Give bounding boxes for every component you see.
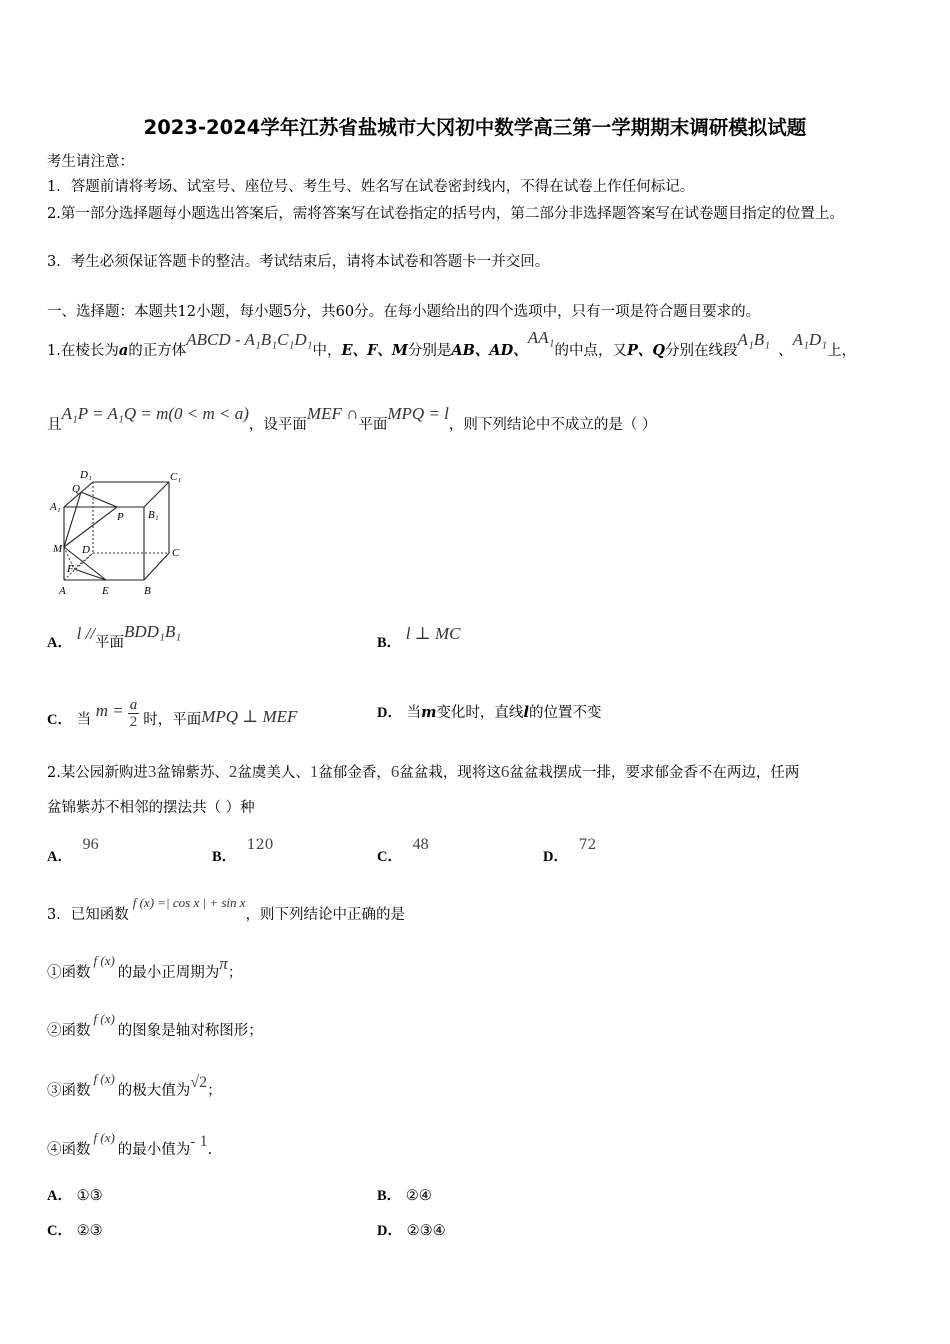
q1-text: 分别在线段 xyxy=(665,343,738,359)
label-F: F xyxy=(67,563,74,575)
q2-text: 2.某公园新购进 xyxy=(47,765,148,781)
option-text: 变化时，直线 xyxy=(436,705,524,721)
q3-item-2 xyxy=(47,1011,263,1041)
q3-fx: f (x) xyxy=(93,1130,115,1145)
q2-number: 3 xyxy=(147,762,157,781)
option-label: B． xyxy=(212,849,237,865)
q3-option-a[interactable] xyxy=(47,1186,103,1206)
notice-header: 考生请注意： xyxy=(47,154,134,170)
q1-text: 的正方体 xyxy=(128,343,187,359)
notice-item-1: 1．答题前请将考场、试室号、座位号、考生号、姓名写在试卷密封线内，不得在试卷上作任何标记。 xyxy=(47,179,695,195)
option-value: 72 xyxy=(578,837,597,853)
q3-item-text: ①函数 xyxy=(47,965,91,981)
option-label: C． xyxy=(47,1223,72,1239)
q3-item-text: 的图象是轴对称图形； xyxy=(117,1023,263,1039)
label-A: A xyxy=(59,585,66,597)
q1-plane-mef: MEF ∩ xyxy=(306,404,359,423)
q3-function: f (x) =| cos x | + sin x xyxy=(132,895,246,910)
option-value: ②③④ xyxy=(406,1223,446,1239)
option-label: D． xyxy=(377,705,402,721)
q3-item-math: π xyxy=(219,954,228,973)
fraction xyxy=(128,697,140,731)
q3-item-text: 的极大值为 xyxy=(117,1083,191,1099)
option-math: l ⊥ MC xyxy=(405,624,461,643)
option-text: 的位置不变 xyxy=(528,705,602,721)
q3-item-math: √2 xyxy=(190,1074,208,1091)
q1-edge-a1d1: A₁D₁ xyxy=(792,330,828,349)
label-C: C xyxy=(172,547,180,559)
q3-item-1 xyxy=(47,953,243,983)
q1-text: 、 xyxy=(778,343,793,359)
q1-text: 分别是 xyxy=(407,343,452,359)
q3-text: ，则下列结论中正确的是 xyxy=(245,907,406,923)
q2-text: 盆盆栽摆成一排，要求郁金香不在两边，任两 xyxy=(509,765,800,781)
q3-item-text: 的最小值为 xyxy=(117,1142,191,1158)
q3-item-text: ③函数 xyxy=(47,1083,91,1099)
q1-option-d[interactable] xyxy=(377,703,601,723)
q1-text: 1.在棱长为 xyxy=(47,343,119,359)
option-label: B． xyxy=(377,635,402,651)
q3-option-b[interactable] xyxy=(377,1186,432,1206)
option-label: A． xyxy=(47,849,72,865)
q3-item-text: . xyxy=(207,1142,213,1158)
q2-text: 盆盆栽，现将这 xyxy=(399,765,501,781)
q3-fx: f (x) xyxy=(93,1011,115,1026)
q1-text: ，则下列结论中不成立的是（ ） xyxy=(448,417,657,433)
q1-text: ，设平面 xyxy=(248,417,307,433)
option-label: D． xyxy=(377,1223,402,1239)
option-label: A． xyxy=(47,1188,72,1204)
q2-stem-line2: 盆锦紫苏不相邻的摆法共（ ）种 xyxy=(47,800,255,816)
q1-stem-line2 xyxy=(47,404,657,435)
label-D: D xyxy=(82,544,90,556)
q1-stem-line1 xyxy=(47,328,857,361)
option-label: C． xyxy=(47,712,72,728)
q3-stem xyxy=(47,895,406,925)
q3-item-3 xyxy=(47,1071,222,1101)
q1-condition: A₁P = A₁Q = m(0 < m < a) xyxy=(61,404,249,423)
option-text: 当 xyxy=(406,705,422,721)
q2-text: 盆锦紫苏、 xyxy=(156,765,229,781)
q3-fx: f (x) xyxy=(93,1071,115,1086)
q1-text: 的中点，又 xyxy=(554,343,627,359)
option-value: ①③ xyxy=(76,1188,103,1204)
label-B: B xyxy=(144,585,151,597)
label-Q: Q xyxy=(72,483,80,495)
q2-text: 盆郁金香， xyxy=(318,765,391,781)
q2-option-a[interactable] xyxy=(47,836,99,867)
option-math: MPQ ⊥ MEF xyxy=(201,707,298,726)
option-label: D． xyxy=(543,849,568,865)
q1-cube-name: ABCD - A₁B₁C₁D₁ xyxy=(186,330,313,349)
option-var: m xyxy=(421,704,437,721)
option-var: l xyxy=(523,704,529,721)
q1-edge-aa1: AA₁ xyxy=(527,328,555,347)
fraction-denominator: 2 xyxy=(129,714,138,730)
cube-figure xyxy=(44,462,194,602)
label-B1: B₁ xyxy=(148,509,159,521)
q3-option-c[interactable] xyxy=(47,1221,103,1241)
label-P: P xyxy=(117,511,124,523)
option-label: C． xyxy=(377,849,402,865)
q1-option-c[interactable] xyxy=(47,697,298,737)
q3-item-text: ④函数 xyxy=(47,1142,91,1158)
option-value: 48 xyxy=(412,836,429,853)
label-M: M xyxy=(53,543,63,555)
option-math: l // xyxy=(76,624,96,643)
q2-number: 2 xyxy=(228,762,238,781)
q3-option-d[interactable] xyxy=(377,1221,446,1241)
q3-item-text: ②函数 xyxy=(47,1023,91,1039)
q3-item-4 xyxy=(47,1130,213,1160)
option-value: ②④ xyxy=(405,1188,432,1204)
q3-item-text: 的最小正周期为 xyxy=(117,965,220,981)
q1-segments: AB、AD、 xyxy=(451,342,528,359)
notice-item-3: 3．考生必须保证答题卡的整洁。考试结束后，请将本试卷和答题卡一并交回。 xyxy=(47,254,550,270)
section-header: 一、选择题：本题共12小题，每小题5分，共60分。在每小题给出的四个选项中，只有一项是符合题目要求的。 xyxy=(47,304,761,320)
q1-option-b[interactable] xyxy=(377,624,461,653)
option-value: 96 xyxy=(82,836,99,853)
option-text: 时，平面 xyxy=(143,712,202,728)
fraction-numerator: a xyxy=(129,697,138,713)
option-value: 120 xyxy=(246,837,274,853)
label-D1: D₁ xyxy=(80,469,92,481)
q1-points-pq: P、Q xyxy=(626,342,665,359)
q2-number: 6 xyxy=(390,762,400,781)
option-label: A． xyxy=(47,635,72,651)
q2-option-d[interactable] xyxy=(543,837,597,867)
option-text: 平面 xyxy=(95,635,125,651)
q1-points-efm: E、F、M xyxy=(341,342,408,359)
exam-title: 2023-2024学年江苏省盐城市大冈初中数学高三第一学期期末调研模拟试题 xyxy=(143,116,807,139)
q3-item-math: - 1 xyxy=(190,1133,208,1150)
q2-number: 1 xyxy=(309,762,319,781)
q2-text: 盆虞美人、 xyxy=(237,765,310,781)
option-math: m = xyxy=(95,701,124,720)
notice-item-2: 2.第一部分选择题每小题选出答案后，需将答案写在试卷指定的括号内，第二部分非选择题答案写在试卷题目指定的位置上。 xyxy=(47,206,844,222)
q1-text: 上， xyxy=(827,343,857,359)
q3-item-text: ； xyxy=(227,965,243,981)
q3-fx: f (x) xyxy=(93,953,115,968)
q1-option-a[interactable] xyxy=(47,622,182,653)
q1-var-a: a xyxy=(118,342,129,359)
q2-stem-line1 xyxy=(47,762,799,783)
q2-option-c[interactable] xyxy=(377,836,429,867)
q1-text: 平面 xyxy=(358,417,388,433)
q1-text: 且 xyxy=(47,417,62,433)
option-math: BDD₁B₁ xyxy=(124,622,182,641)
q3-text: 3．已知函数 xyxy=(47,907,129,923)
option-text: 当 xyxy=(76,712,92,728)
label-E: E xyxy=(102,585,109,597)
q1-text: 中， xyxy=(312,343,342,359)
label-A1: A₁ xyxy=(50,501,61,513)
label-C1: C₁ xyxy=(170,471,182,483)
q1-plane-mpq: MPQ = l xyxy=(387,404,449,423)
q3-item-text: ； xyxy=(207,1083,222,1099)
option-value: ②③ xyxy=(76,1223,103,1239)
option-label: B． xyxy=(377,1188,402,1204)
q1-edge-a1b1: A₁B₁ xyxy=(737,330,771,349)
q2-option-b[interactable] xyxy=(212,837,274,867)
q2-number: 6 xyxy=(500,762,510,781)
